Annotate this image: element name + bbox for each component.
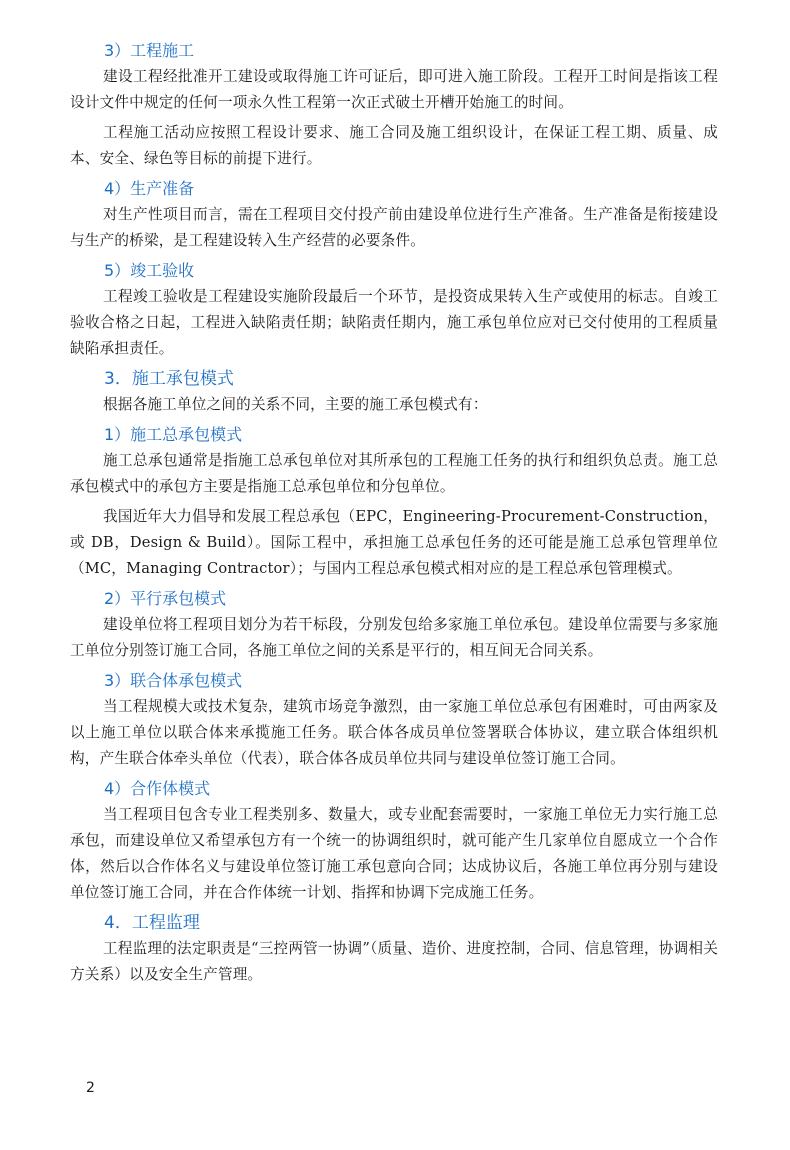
section-heading: 3．施工承包模式 [104, 369, 234, 389]
paragraph: 建设工程经批准开工建设或取得施工许可证后，即可进入施工阶段。工程开工时间是指该工程设计文件中规定的任何一项永久性工程第一次正式破土开槽开始施工的时间。 [70, 68, 718, 111]
paragraph: 工程竣工验收是工程建设实施阶段最后一个环节，是投资成果转入生产或使用的标志。自竣工验收合格之日起，工程进入缺陷责任期；缺陷责任期内，施工承包单位应对已交付使用的工程质量缺陷承担责任。 [70, 288, 718, 357]
subsection-heading: 3）工程施工 [104, 41, 195, 60]
subsection-heading: 5）竣工验收 [104, 261, 195, 280]
subsection-heading: 3）联合体承包模式 [104, 671, 243, 690]
paragraph: 根据各施工单位之间的关系不同，主要的施工承包模式有： [103, 396, 488, 413]
subsection-heading: 2）平行承包模式 [104, 589, 227, 608]
subsection-heading: 4）合作体模式 [104, 779, 211, 798]
document-body [70, 38, 718, 992]
paragraph: 当工程规模大或技术复杂，建筑市场竞争激烈，由一家施工单位总承包有困难时，可由两家及以上施工单位以联合体来承揽施工任务。联合体各成员单位签署联合体协议，建立联合体组织机构，产生联合体牵头单位（代表），联合体各成员单位共同与建设单位签订施工合同。 [70, 698, 718, 767]
paragraph: 施工总承包通常是指施工总承包单位对其所承包的工程施工任务的执行和组织负总责。施工总承包模式中的承包方主要是指施工总承包单位和分包单位。 [70, 452, 718, 495]
paragraph: 建设单位将工程项目划分为若干标段，分别发包给多家施工单位承包。建设单位需要与多家施工单位分别签订施工合同，各施工单位之间的关系是平行的，相互间无合同关系。 [70, 616, 718, 659]
subsection-heading: 1）施工总承包模式 [104, 425, 243, 444]
subsection-heading: 4）生产准备 [104, 179, 195, 198]
paragraph: 对生产性项目而言，需在工程项目交付投产前由建设单位进行生产准备。生产准备是衔接建设与生产的桥梁，是工程建设转入生产经营的必要条件。 [70, 206, 718, 249]
paragraph: 工程监理的法定职责是“三控两管一协调”（质量、造价、进度控制，合同、信息管理，协调相关方关系）以及安全生产管理。 [70, 940, 718, 983]
paragraph: 当工程项目包含专业工程类别多、数量大，或专业配套需要时，一家施工单位无力实行施工总承包，而建设单位又希望承包方有一个统一的协调组织时，就可能产生几家单位自愿成立一个合作体，然后以合作体名义与建设单位签订施工承包意向合同；达成协议后，各施工单位再分别与建设单位签订施工合同，并在合作体统一计划、指挥和协调下完成施工任务。 [70, 806, 718, 901]
paragraph: 工程施工活动应按照工程设计要求、施工合同及施工组织设计，在保证工程工期、质量、成本、安全、绿色等目标的前提下进行。 [70, 124, 718, 167]
page-number: 2 [86, 1080, 95, 1096]
paragraph: 我国近年大力倡导和发展工程总承包（EPC，Engineering-Procurement-Construction，或 DB，Design & Build）。国际工程中，承担施工总承包任务的还可能是施工总承包管理单位（MC，Managing Contractor）；与国内工程总承包模式相对应的是工程总承包管理模式。 [70, 508, 718, 577]
section-heading: 4．工程监理 [104, 913, 200, 933]
